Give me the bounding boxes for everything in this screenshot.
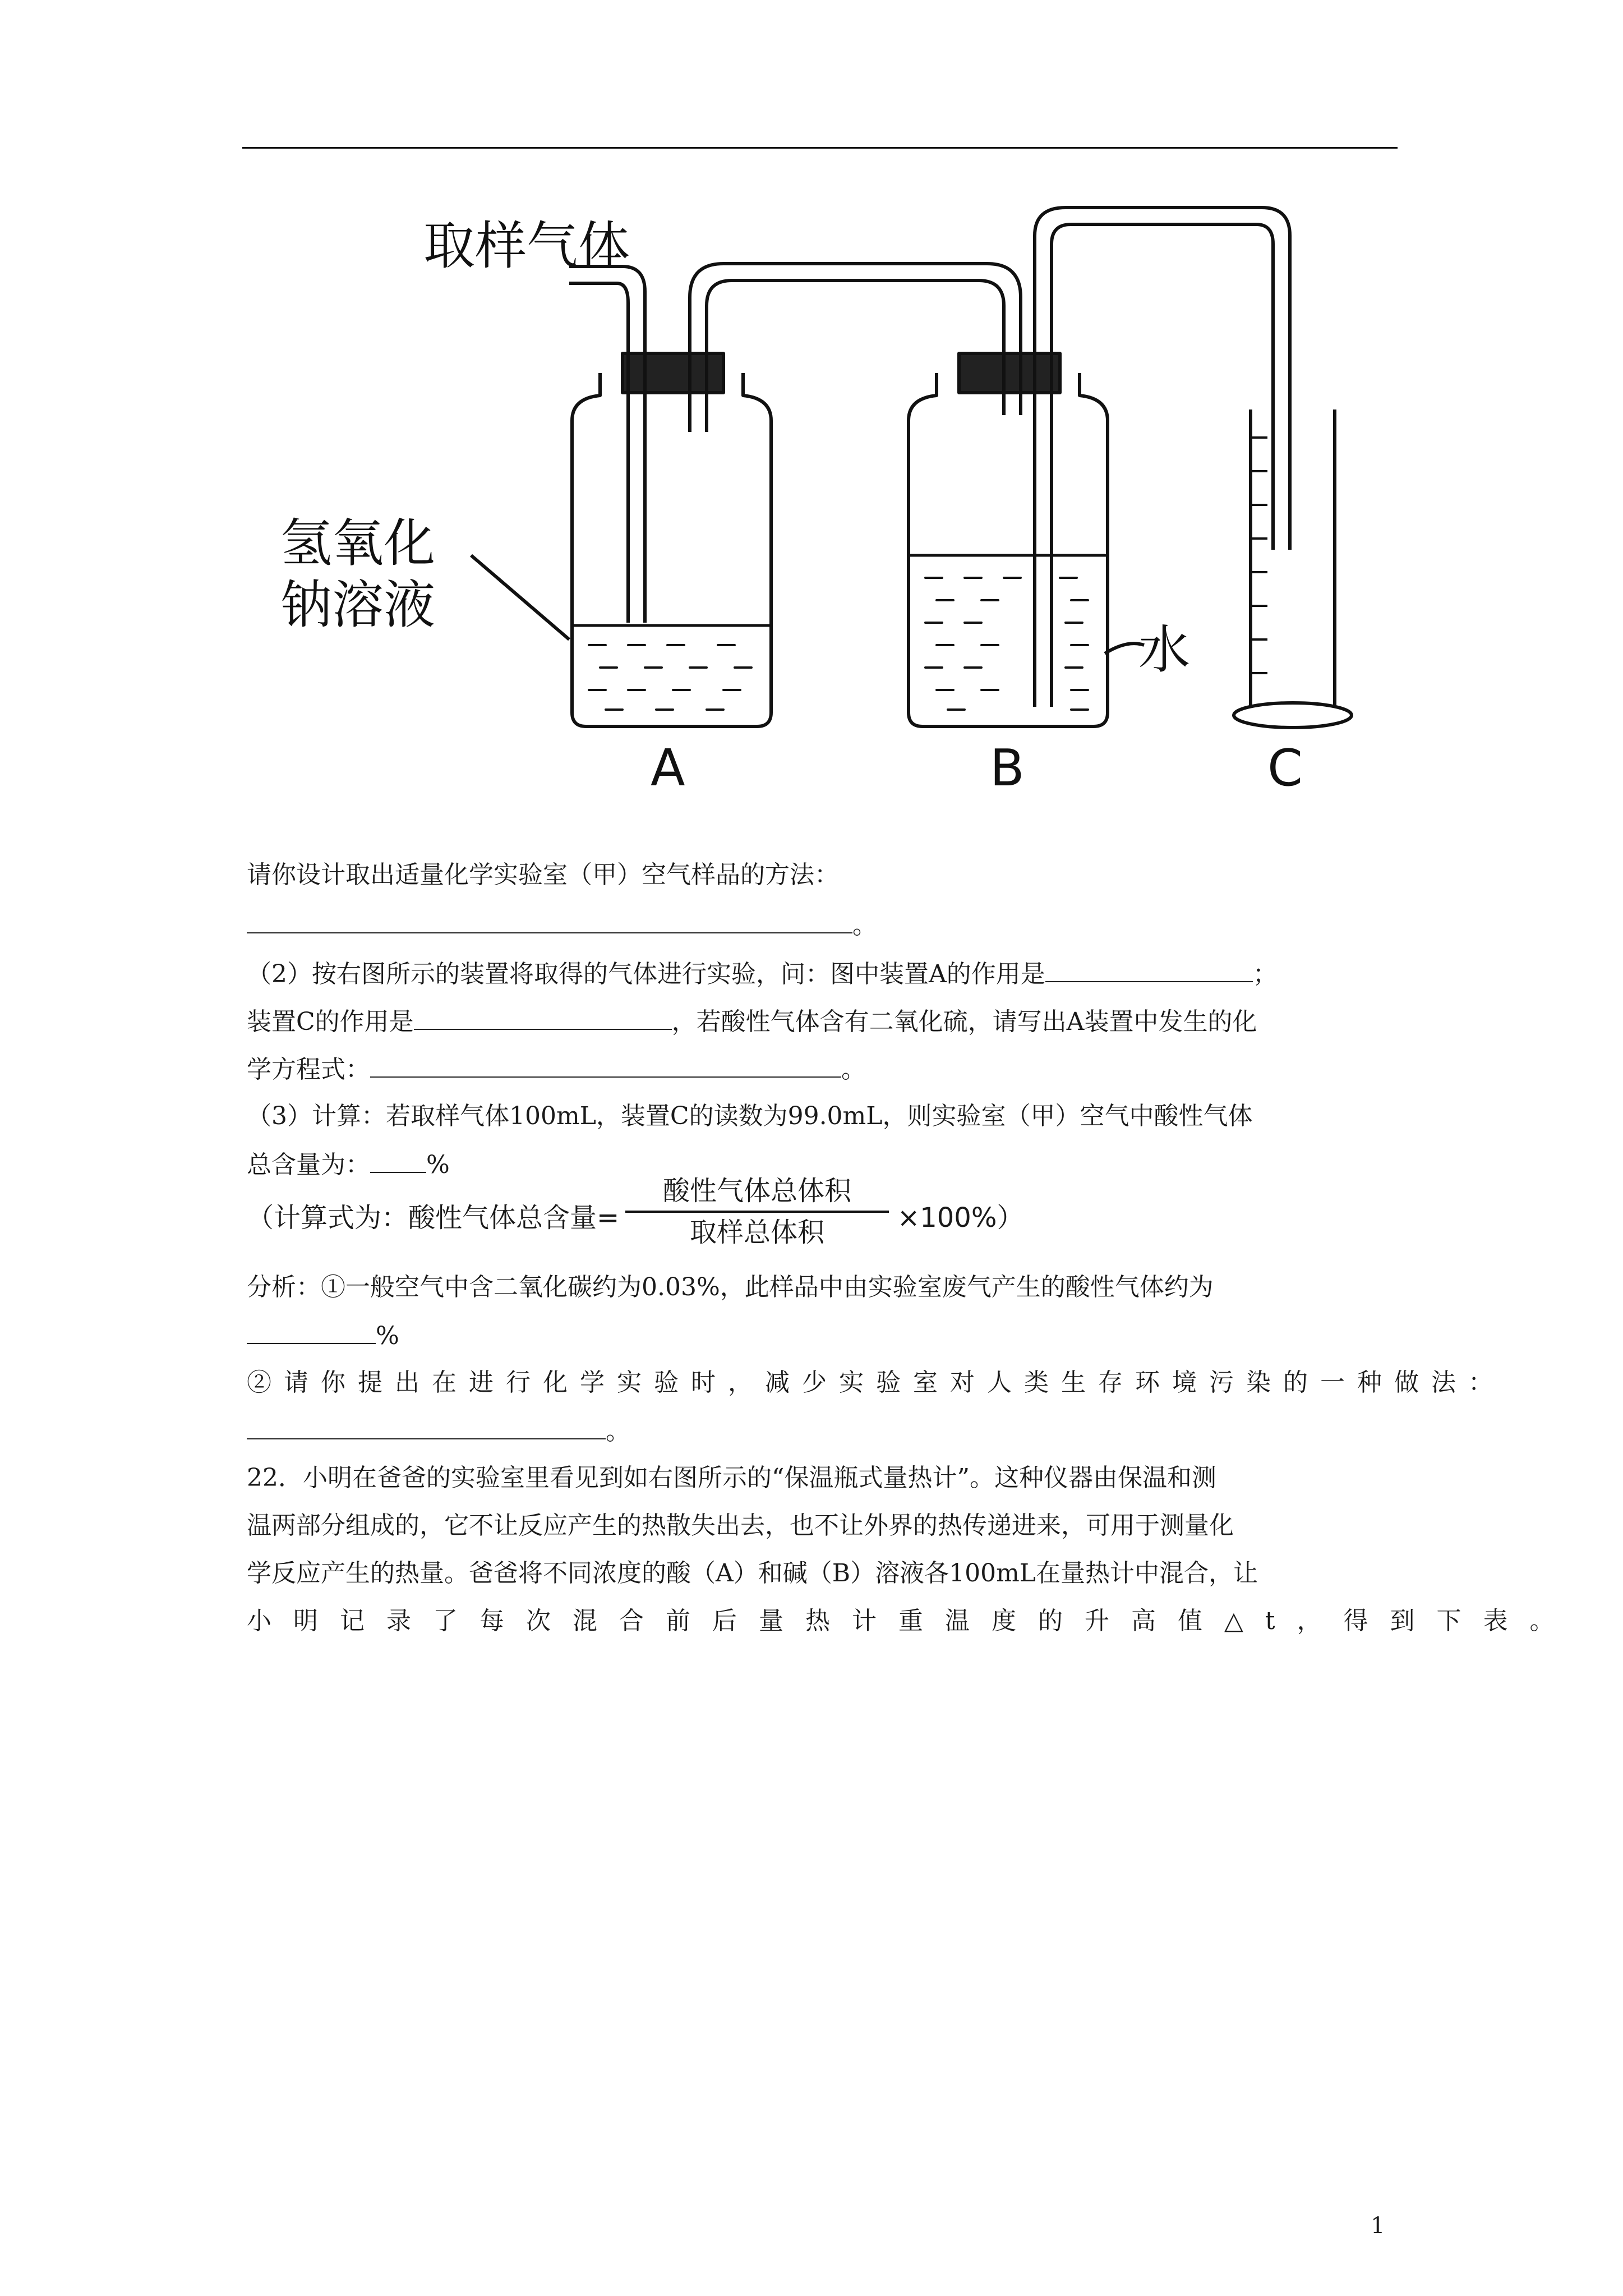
formula-denominator: 取样总体积 [689, 1217, 824, 1248]
bottle-b [909, 373, 1108, 726]
answer-blank[interactable] [414, 1004, 672, 1030]
stopper-b [959, 353, 1060, 393]
q3-line2: 总含量为： % [247, 1147, 1391, 1182]
analysis-1-answer: % [247, 1318, 1391, 1353]
label-water: 水 [1138, 620, 1191, 680]
formula-lhs: （计算式为：酸性气体总含量= [247, 1202, 620, 1234]
fraction-bar [625, 1211, 889, 1213]
analysis-2-answer: 。 [247, 1414, 1391, 1448]
label-c: C [1267, 739, 1303, 798]
bottle-a [572, 373, 771, 726]
q22-line2: 温两部分组成的，它不让反应产生的热散失出去，也不让外界的热传递进来，可用于测量化 [247, 1511, 1234, 1540]
formula-numerator: 酸性气体总体积 [662, 1175, 851, 1207]
answer-blank[interactable] [370, 1147, 426, 1173]
answer-blank[interactable] [247, 1318, 376, 1344]
q3-line1: （3）计算：若取样气体100mL，装置C的读数为99.0mL，则实验室（甲）空气中酸性气体 [247, 1102, 1253, 1130]
q2-line1: （2）按右图所示的装置将取得的气体进行实验，问：图中装置A的作用是 ； [247, 956, 1391, 991]
q22-line1: 22．小明在爸爸的实验室里看见到如右图所示的“保温瓶式量热计”。这种仪器由保温和测 [247, 1464, 1216, 1492]
q22-line4: 小明记录了每次混合前后量热计重温度的升高值△t，得到下表。 [247, 1607, 1576, 1635]
q2-line2: 装置C的作用是 ，若酸性气体含有二氧化硫，请写出A装置中发生的化 [247, 1004, 1391, 1039]
q2-line3: 学方程式： 。 [247, 1052, 1391, 1087]
answer-blank[interactable] [1045, 956, 1253, 982]
q1-prompt: 请你设计取出适量化学实验室（甲）空气样品的方法： [247, 861, 839, 889]
q1-answer-line: 。 [247, 908, 1391, 942]
q22-line3: 学反应产生的热量。爸爸将不同浓度的酸（A）和碱（B）溶液各100mL在量热计中混合，让 [247, 1559, 1258, 1588]
formula-fraction [625, 1172, 889, 1251]
answer-blank[interactable] [247, 908, 852, 933]
inlet-tube [569, 266, 645, 623]
label-naoh-line1: 氢氧化 [280, 513, 436, 573]
apparatus-figure [241, 174, 1396, 808]
label-b: B [990, 739, 1025, 798]
cylinder-c [1251, 409, 1335, 707]
header-rule [242, 147, 1398, 149]
label-naoh-line2: 钠溶液 [280, 575, 436, 635]
formula-tail: ×100%） [897, 1202, 1024, 1234]
label-sample-gas: 取样气体 [423, 216, 630, 276]
connecting-tube [690, 264, 1021, 432]
analysis-1: 分析：①一般空气中含二氧化碳约为0.03%，此样品中由实验室废气产生的酸性气体约为 [247, 1273, 1214, 1301]
label-a: A [651, 739, 685, 798]
page-number: 1 [1371, 2213, 1385, 2239]
answer-blank[interactable] [247, 1414, 606, 1439]
analysis-2: ②请你提出在进行化学实验时，减少实验室对人类生存环境污染的一种做法： [247, 1368, 1505, 1397]
answer-blank[interactable] [370, 1052, 841, 1078]
